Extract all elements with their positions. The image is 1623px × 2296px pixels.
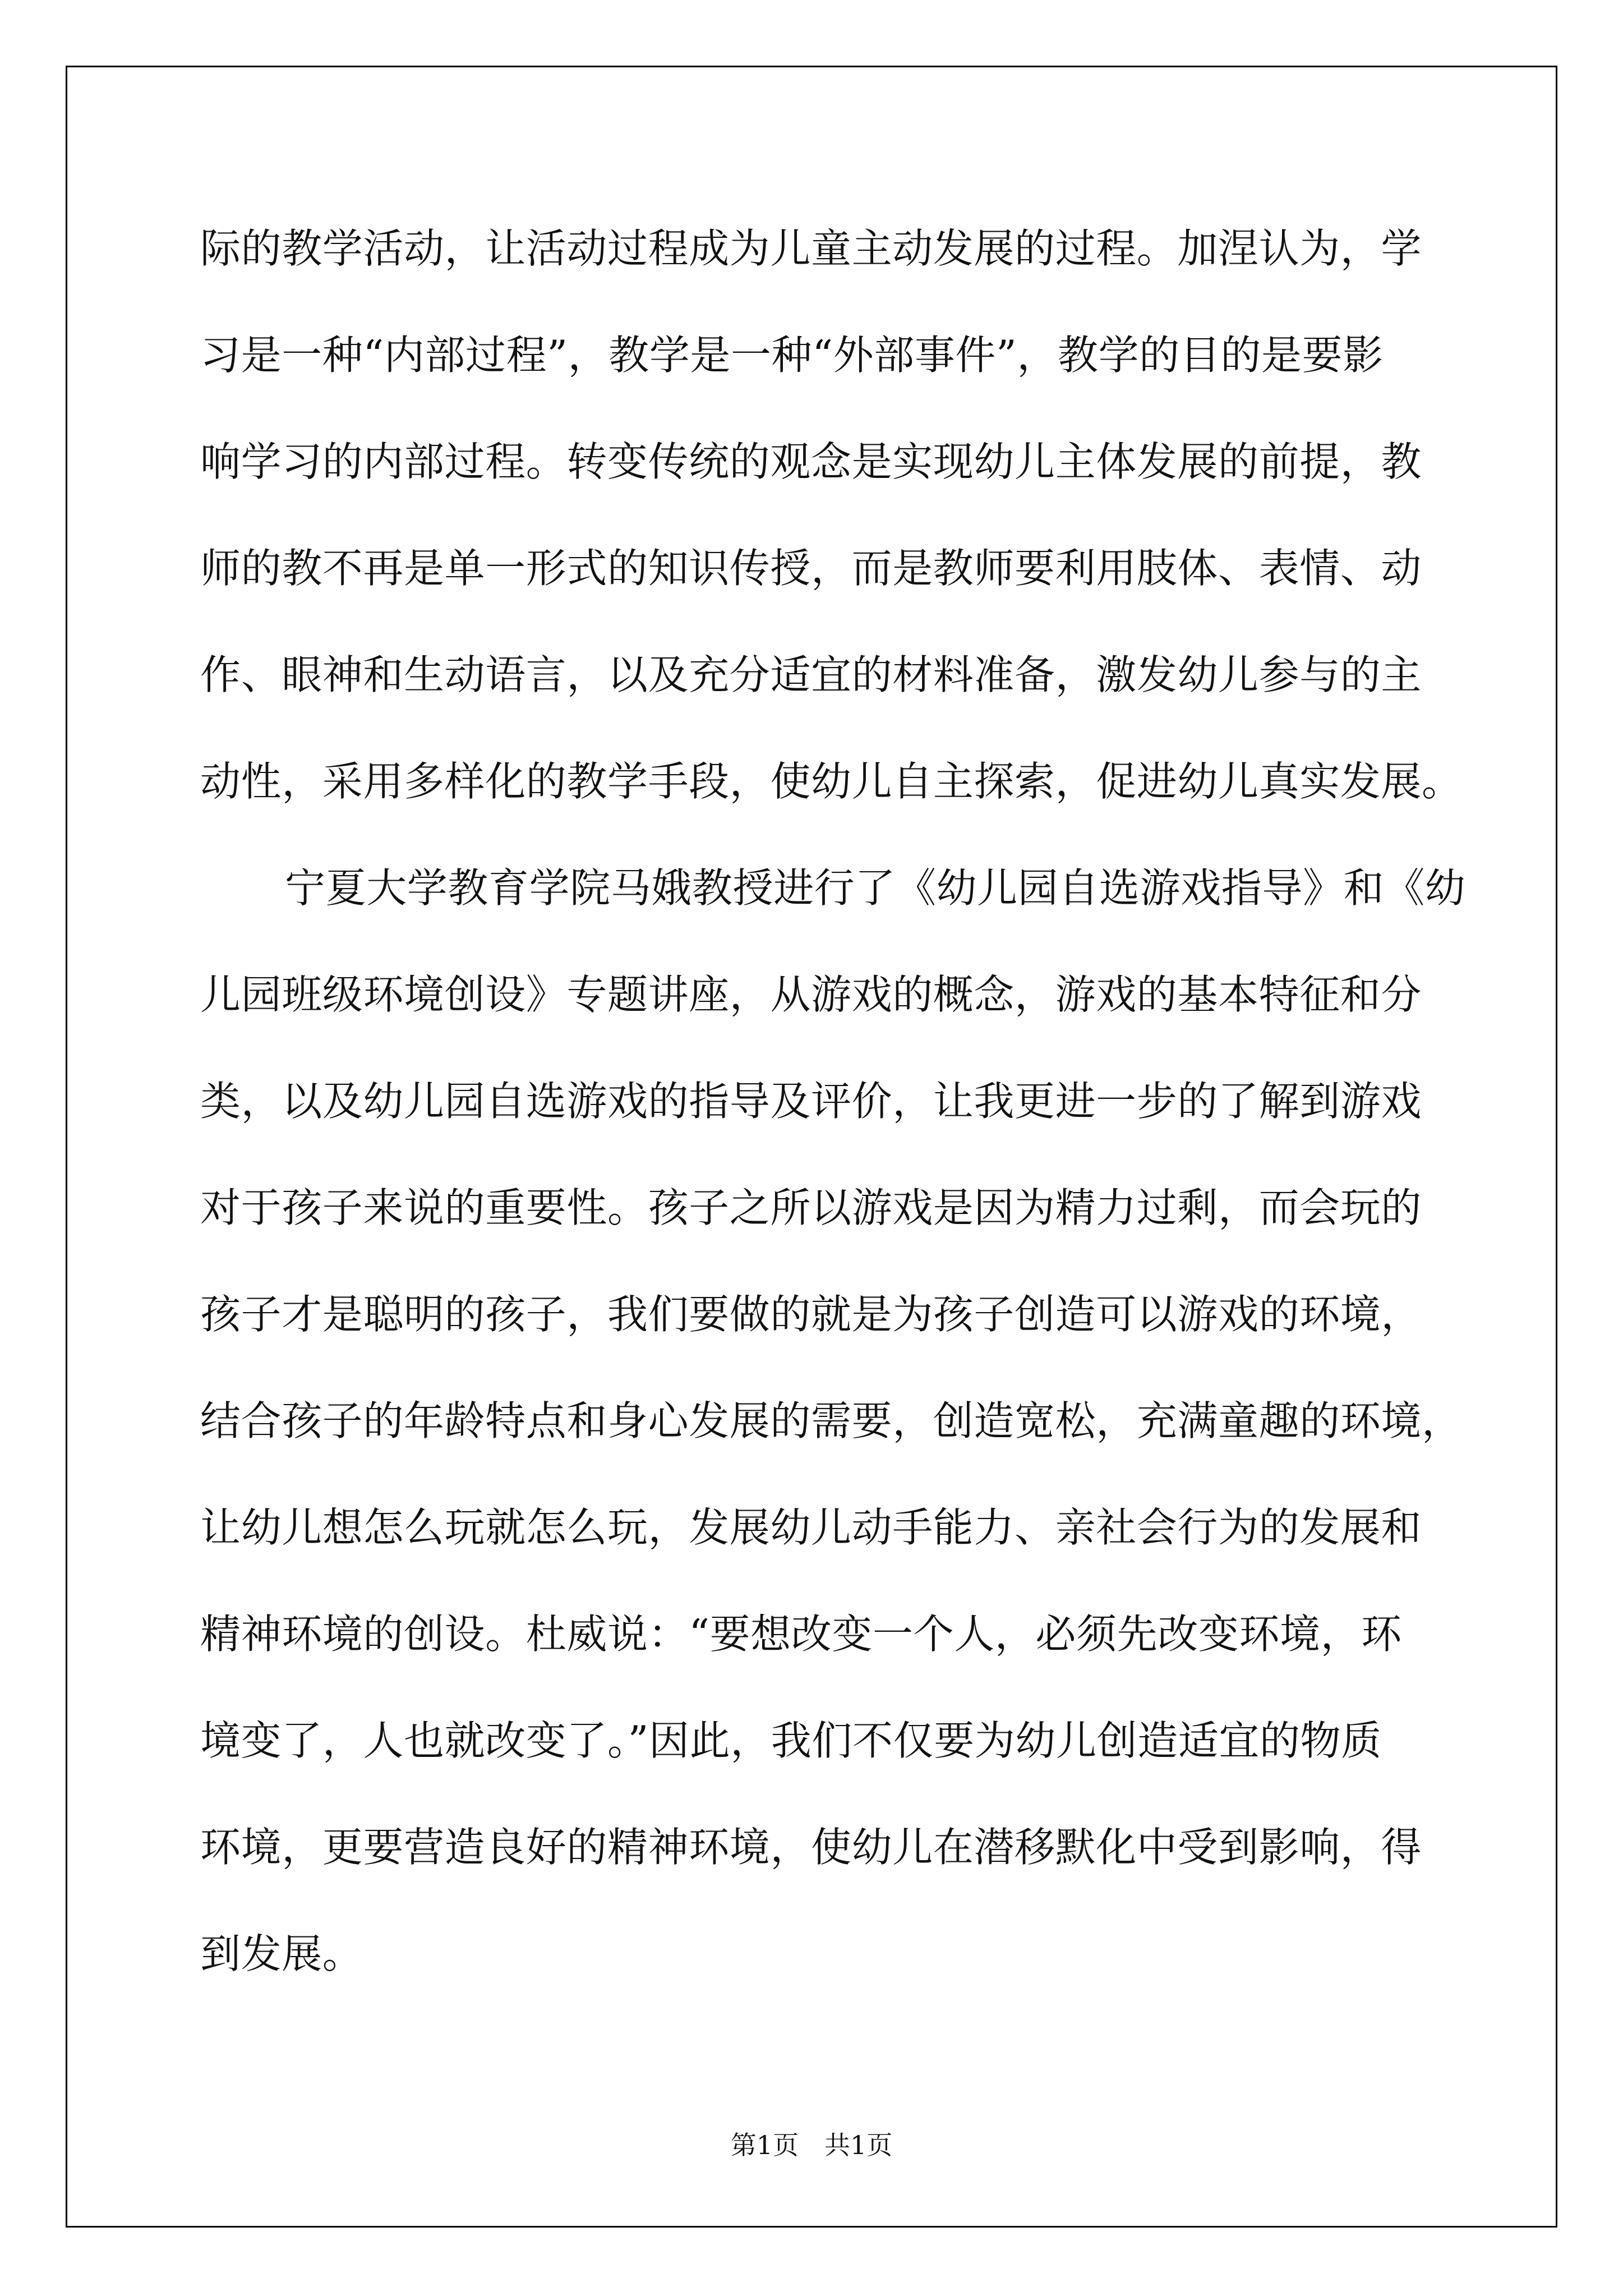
text-line: 动性，采用多样化的教学手段，使幼儿自主探索，促进幼儿真实发展。 bbox=[200, 758, 1463, 805]
text-line: 对于孩子来说的重要性。孩子之所以游戏是因为精力过剩，而会玩的 bbox=[200, 1184, 1422, 1231]
text-line: 类，以及幼儿园自选游戏的指导及评价，让我更进一步的了解到游戏 bbox=[200, 1078, 1422, 1125]
paragraph bbox=[200, 195, 1490, 835]
text-line: 宁夏大学教育学院马娥教授进行了《幼儿园自选游戏指导》和《幼 bbox=[285, 864, 1466, 912]
text-line: 精神环境的创设。杜威说：“要想改变一个人，必须先改变环境，环 bbox=[200, 1611, 1402, 1658]
paragraph bbox=[200, 835, 1490, 2007]
text-line: 境变了，人也就改变了。”因此，我们不仅要为幼儿创造适宜的物质 bbox=[200, 1717, 1382, 1764]
text-line: 习是一种“内部过程”，教学是一种“外部事件”，教学的目的是要影 bbox=[200, 332, 1384, 379]
text-line: 环境，更要营造良好的精神环境，使幼儿在潜移默化中受到影响，得 bbox=[200, 1824, 1422, 1871]
document-body bbox=[200, 195, 1490, 2007]
text-line: 儿园班级环境创设》专题讲座，从游戏的概念，游戏的基本特征和分 bbox=[200, 971, 1422, 1018]
text-line: 到发展。 bbox=[200, 1930, 363, 1977]
text-line: 让幼儿想怎么玩就怎么玩，发展幼儿动手能力、亲社会行为的发展和 bbox=[200, 1504, 1422, 1551]
text-line: 际的教学活动，让活动过程成为儿童主动发展的过程。加涅认为，学 bbox=[200, 225, 1422, 272]
page-footer: 第1页 共1页 bbox=[730, 2130, 893, 2160]
text-line: 响学习的内部过程。转变传统的观念是实现幼儿主体发展的前提，教 bbox=[200, 438, 1422, 485]
text-line: 结合孩子的年龄特点和身心发展的需要，创造宽松，充满童趣的环境， bbox=[200, 1397, 1463, 1444]
text-line: 孩子才是聪明的孩子，我们要做的就是为孩子创造可以游戏的环境， bbox=[200, 1291, 1422, 1338]
text-line: 师的教不再是单一形式的知识传授，而是教师要利用肢体、表情、动 bbox=[200, 545, 1422, 592]
text-line: 作、眼神和生动语言，以及充分适宜的材料准备，激发幼儿参与的主 bbox=[200, 651, 1422, 698]
